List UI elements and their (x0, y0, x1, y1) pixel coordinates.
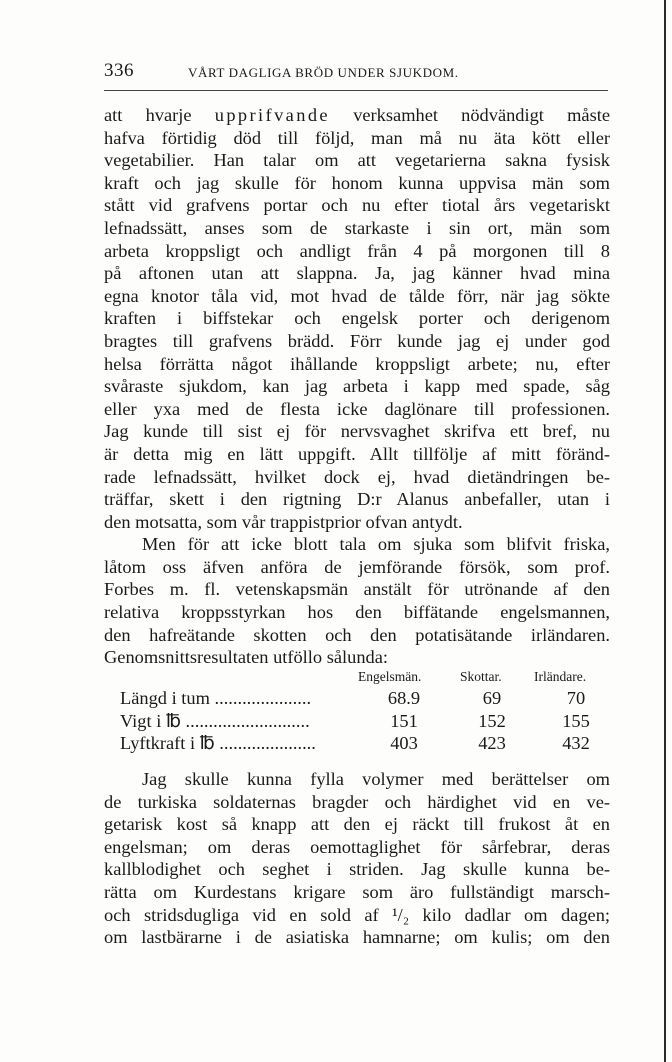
table-row (104, 733, 610, 756)
body-text (104, 104, 610, 669)
cell-value: 152 (478, 710, 506, 731)
table-row (104, 688, 610, 711)
text-line: de turkiska soldaternas bragder och härdighet vid en ve- (104, 791, 610, 812)
text-line: den motsatta, som vår trappistprior ofvan antydt. (104, 511, 463, 532)
emphasized-word: upprifvande (214, 105, 330, 125)
text-line (104, 104, 610, 127)
text-line: rätta om Kurdestans krigare som äro fullständigt marsch- (104, 881, 610, 902)
text-line: är detta mig en lätt uppgift. Allt tillfölje af mitt föränd- (104, 443, 610, 464)
table-header-row (104, 666, 610, 688)
text-line: den hafreätande skotten och den potatisätande irländaren. (104, 624, 610, 645)
text-line: egna knotor tåla vid, mot hvad de tålde förr, när jag sökte (104, 285, 610, 306)
paragraph-2 (104, 533, 610, 669)
paragraph-3 (104, 768, 610, 949)
comparison-table (104, 666, 610, 756)
page-number: 336 (104, 60, 134, 81)
row-label: Lyftkraft i ℔ ..................... (120, 733, 316, 754)
text-line: vegetabilier. Han talar om att vegetarierna sakna fysisk (104, 150, 610, 171)
text-line: om lastbärarne i de asiatiska hamnarne; om kulis; om den (104, 927, 610, 948)
cell-value: 403 (390, 733, 418, 754)
text-line: på aftonen utan att slappna. Ja, jag känner hvad mina (104, 263, 610, 284)
row-label: Längd i tum ..................... (120, 688, 312, 708)
page-header (104, 60, 610, 84)
text-line: kraft och jag skulle för honom kunna uppvisa män som (104, 172, 610, 193)
cell-value: 423 (478, 733, 506, 754)
text-line: kallblodighet och seghet i striden. Jag skulle kunna be- (104, 859, 610, 880)
text-line: eller yxa med de flesta icke daglönare till professionen. (104, 398, 610, 419)
cell-value: 432 (562, 733, 590, 754)
cell-value: 70 (566, 688, 586, 708)
text-line: lefnadssätt, anses som de starkaste i sin ort, män som (104, 217, 610, 238)
cell-value: 151 (390, 710, 418, 731)
text-line: relativa kroppsstyrkan hos den biffätande engelsmannen, (104, 602, 610, 623)
cell-value: 69 (482, 688, 502, 708)
text-line: arbeta kroppsligt och andligt från 4 på morgonen till 8 (104, 240, 610, 261)
header-rule (104, 90, 608, 91)
text-line: Forbes m. fl. vetenskapsmän anstält för utrönande af den (104, 579, 610, 600)
page-edge-line (664, 0, 666, 1062)
text-line: Jag kunde till sist ej för nervsvaghet skrifva ett bref, nu (104, 421, 610, 442)
text-line: Men för att icke blott tala om sjuka som blifvit friska, (142, 534, 610, 555)
column-header-irlandare: Irländare. (534, 669, 587, 684)
text-line: rade lefnadssätt, hvilket dock ej, hvad dietändringen be- (104, 466, 610, 487)
text-line: och stridsdugliga vid en sold af ¹/₂ kilo dadlar om dagen; (104, 904, 610, 925)
cell-value: 155 (562, 710, 590, 731)
paragraph-1 (104, 104, 610, 533)
text-line: träffar, skett i den rigtning D:r Alanus anbefaller, utan i (104, 489, 610, 510)
body-text-continued (104, 768, 610, 949)
text-line: stått vid grafvens portar och nu efter tiotal års vegetariskt (104, 195, 610, 216)
text-line: bragtes till grafvens brädd. Förr kunde jag ej under god (104, 330, 610, 351)
text-line: svåraste sjukdom, kan jag arbeta i kapp med spade, såg (104, 376, 610, 397)
text-line: Jag skulle kunna fylla volymer med berättelser om (142, 769, 610, 789)
text-line: getarisk kost så knapp att den ej räckt till frukost åt en (104, 814, 610, 835)
running-title: VÅRT DAGLIGA BRÖD UNDER SJUKDOM. (188, 65, 459, 80)
text-line: hafva förtidig död till följd, man må nu äta kött eller (104, 127, 610, 148)
text-line: låtom oss äfven anföra de jemförande försök, som prof. (104, 556, 610, 577)
text-line: Genomsnittsresultaten utföllo sålunda: (104, 647, 388, 668)
table-row (104, 711, 610, 734)
cell-value: 68.9 (387, 688, 421, 708)
text-line-content: att hvarje upprifvande verksamhet nödvändigt måste (104, 105, 610, 125)
row-label: Vigt i ℔ ........................... (120, 710, 310, 731)
text-line: kraften i biffstekar och engelsk porter och derigenom (104, 308, 610, 329)
column-header-engelsman: Engelsmän. (358, 669, 422, 684)
column-header-skottar: Skottar. (460, 669, 502, 684)
text-line: helsa förrätta något ihållande kroppsligt arbete; nu, efter (104, 353, 610, 374)
text-line: engelsman; om deras oemottaglighet för sårfebrar, deras (104, 836, 610, 857)
